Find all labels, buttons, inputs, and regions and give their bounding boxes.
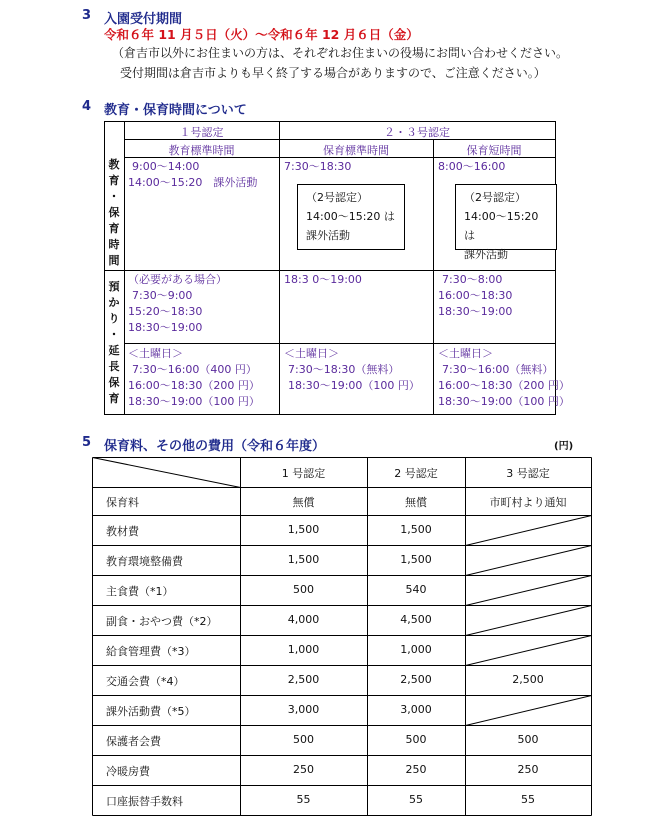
fee-transport-type1: 2,500 bbox=[287, 673, 320, 686]
fee-label-heating-cooling: 冷暖房費 bbox=[106, 765, 150, 778]
section-4-number: 4 bbox=[82, 99, 92, 114]
fees-header-type3: 3 号認定 bbox=[506, 467, 550, 480]
subheader-care-short: 保育短時間 bbox=[466, 144, 522, 157]
fee-extracurricular-type1: 3,000 bbox=[287, 703, 320, 716]
edu-hours-standard: 9:00～14:00 bbox=[132, 160, 200, 173]
ext-type1-saturday: ＜土曜日＞ 7:30～16:00（400 円） 16:00～18:30（200 円） 18:30～19:00（100 円） bbox=[128, 347, 260, 408]
row-label-extended-care: 預 か り ・ 延 長 保 育 bbox=[108, 280, 120, 405]
fee-label-extracurricular: 課外活動費（*5） bbox=[106, 705, 196, 718]
fee-label-transport: 交通会費（*4） bbox=[106, 675, 185, 688]
fee-environment-type1: 1,500 bbox=[287, 553, 320, 566]
fee-label-meal-management: 給食管理費（*3） bbox=[106, 645, 196, 658]
fee-tuition-type3: 市町村より通知 bbox=[489, 496, 567, 509]
fee-extracurricular-type2: 3,000 bbox=[400, 703, 432, 716]
header-type-1: １号認定 bbox=[179, 126, 224, 139]
fee-label-transfer-fee: 口座振替手数料 bbox=[106, 795, 183, 808]
fee-heating-cooling-type2: 250 bbox=[405, 763, 427, 776]
ext-care-short-weekday: 7:30～8:00 16:00～18:30 18:30～19:00 bbox=[438, 273, 513, 318]
section-3-number: 3 bbox=[82, 8, 92, 23]
ext-care-short-saturday: ＜土曜日＞ 7:30～16:00（無料） 16:00～18:30（200 円） 18:30～19:00（100 円） bbox=[438, 347, 570, 408]
period-note-1: （倉吉市以外にお住まいの方は、それぞれお住まいの役場にお問い合わせください。 bbox=[112, 46, 569, 60]
fees-header-type1: 1 号認定 bbox=[281, 467, 326, 480]
fee-parents-association-type3: 500 bbox=[517, 733, 539, 746]
subheader-care-standard: 保育標準時間 bbox=[323, 144, 389, 157]
header-type-2-3: ２・３号認定 bbox=[384, 126, 450, 139]
fee-transport-type2: 2,500 bbox=[400, 673, 432, 686]
ext-type1-weekday: （必要がある場合） 7:30～9:00 15:20～18:30 18:30～19:00 bbox=[128, 273, 227, 334]
section-5-number: 5 bbox=[82, 435, 92, 450]
fee-transport-type3: 2,500 bbox=[512, 673, 544, 686]
fee-tuition-type2: 無償 bbox=[405, 496, 427, 509]
fees-header-type2: 2 号認定 bbox=[394, 467, 438, 480]
fee-parents-association-type1: 500 bbox=[293, 733, 314, 746]
fee-staple-food-type2: 540 bbox=[405, 583, 427, 596]
fee-tuition-type1: 無償 bbox=[292, 496, 315, 509]
fee-label-materials: 教材費 bbox=[106, 525, 139, 538]
fee-heating-cooling-type1: 250 bbox=[293, 763, 314, 776]
ext-care-standard-weekday: 18:3 0～19:00 bbox=[284, 273, 362, 286]
subheader-education-standard: 教育標準時間 bbox=[168, 144, 235, 157]
section-3-title: 入園受付期間 bbox=[104, 12, 183, 27]
fee-meal-management-type1: 1,000 bbox=[287, 643, 320, 656]
fee-transfer-fee-type1: 55 bbox=[296, 793, 311, 806]
fee-label-side-dish: 副食・おやつ費（*2） bbox=[106, 615, 218, 628]
section-5-title: 保育料、その他の費用（令和６年度） bbox=[104, 439, 326, 454]
fee-side-dish-type2: 4,500 bbox=[400, 613, 432, 626]
row-label-hours: 教 育 ・ 保 育 時 間 bbox=[108, 158, 120, 267]
period-note-2: 受付期間は倉吉市よりも早く終了する場合がありますので、ご注意ください。） bbox=[120, 66, 546, 80]
fee-label-environment: 教育環境整備費 bbox=[106, 555, 183, 568]
note-box-standard: （2号認定） 14:00～15:20 は 課外活動 bbox=[297, 184, 405, 250]
fee-materials-type2: 1,500 bbox=[400, 523, 432, 536]
fee-label-parents-association: 保護者会費 bbox=[106, 735, 161, 748]
edu-hours-extracurricular: 14:00～15:20 課外活動 bbox=[128, 176, 258, 189]
fee-environment-type2: 1,500 bbox=[400, 553, 432, 566]
fee-label-staple-food: 主食費（*1） bbox=[106, 585, 174, 598]
currency-unit: (円) bbox=[554, 441, 574, 452]
note-box-short: （2号認定） 14:00～15:20 は 課外活動 bbox=[455, 184, 557, 250]
fee-staple-food-type1: 500 bbox=[293, 583, 314, 596]
care-short-hours: 8:00～16:00 bbox=[438, 160, 506, 173]
fee-materials-type1: 1,500 bbox=[287, 523, 320, 536]
application-period: 令和６年 11 月５日（火）～令和６年 12 月６日（金） bbox=[104, 27, 419, 42]
fee-parents-association-type2: 500 bbox=[405, 733, 427, 746]
fee-transfer-fee-type3: 55 bbox=[521, 793, 535, 806]
fee-label-tuition: 保育料 bbox=[106, 496, 139, 509]
section-4-title: 教育・保育時間について bbox=[104, 103, 247, 118]
ext-care-standard-saturday: ＜土曜日＞ 7:30～18:30（無料） 18:30～19:00（100 円） bbox=[284, 347, 420, 392]
fee-transfer-fee-type2: 55 bbox=[409, 793, 423, 806]
fee-heating-cooling-type3: 250 bbox=[517, 763, 539, 776]
care-standard-hours: 7:30～18:30 bbox=[284, 160, 352, 173]
fee-side-dish-type1: 4,000 bbox=[287, 613, 320, 626]
fee-meal-management-type2: 1,000 bbox=[400, 643, 432, 656]
